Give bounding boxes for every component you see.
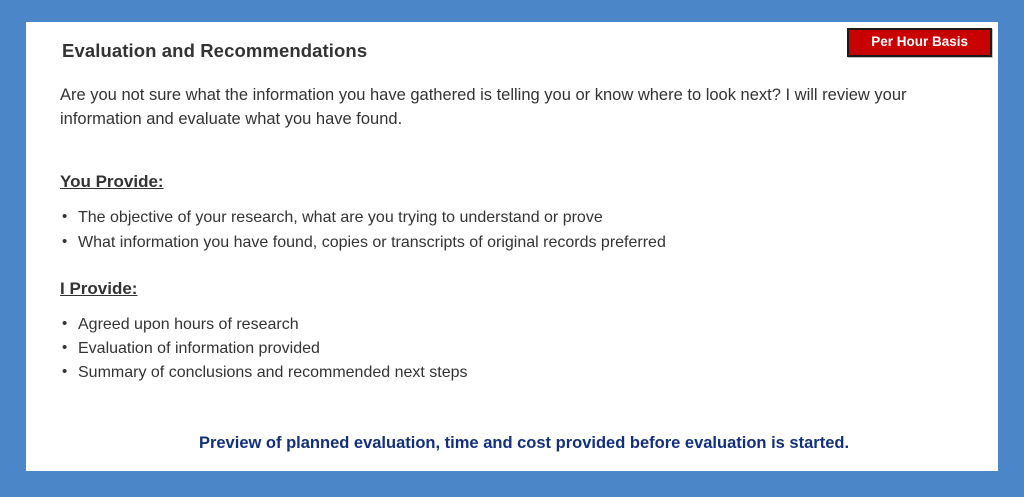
list-item: • Agreed upon hours of research bbox=[60, 313, 964, 336]
status-badge: Per Hour Basis bbox=[847, 28, 992, 57]
i-provide-list bbox=[60, 313, 964, 385]
list-item: • The objective of your research, what are you trying to understand or prove bbox=[60, 206, 964, 229]
list-item: • Evaluation of information provided bbox=[60, 337, 964, 360]
intro-paragraph: Are you not sure what the information you have gathered is telling you or know where to look next? I will review your information and evaluate what you have found. bbox=[60, 86, 907, 128]
i-provide-heading: I Provide: bbox=[60, 278, 138, 298]
evaluation-card bbox=[26, 22, 998, 471]
you-provide-list bbox=[60, 206, 964, 253]
list-item: • What information you have found, copies or transcripts of original records preferred bbox=[60, 231, 964, 254]
list-item: • Summary of conclusions and recommended next steps bbox=[60, 361, 964, 384]
footer-note: Preview of planned evaluation, time and cost provided before evaluation is started. bbox=[198, 434, 850, 452]
page-title: Evaluation and Recommendations bbox=[62, 40, 368, 61]
you-provide-heading: You Provide: bbox=[60, 172, 164, 192]
